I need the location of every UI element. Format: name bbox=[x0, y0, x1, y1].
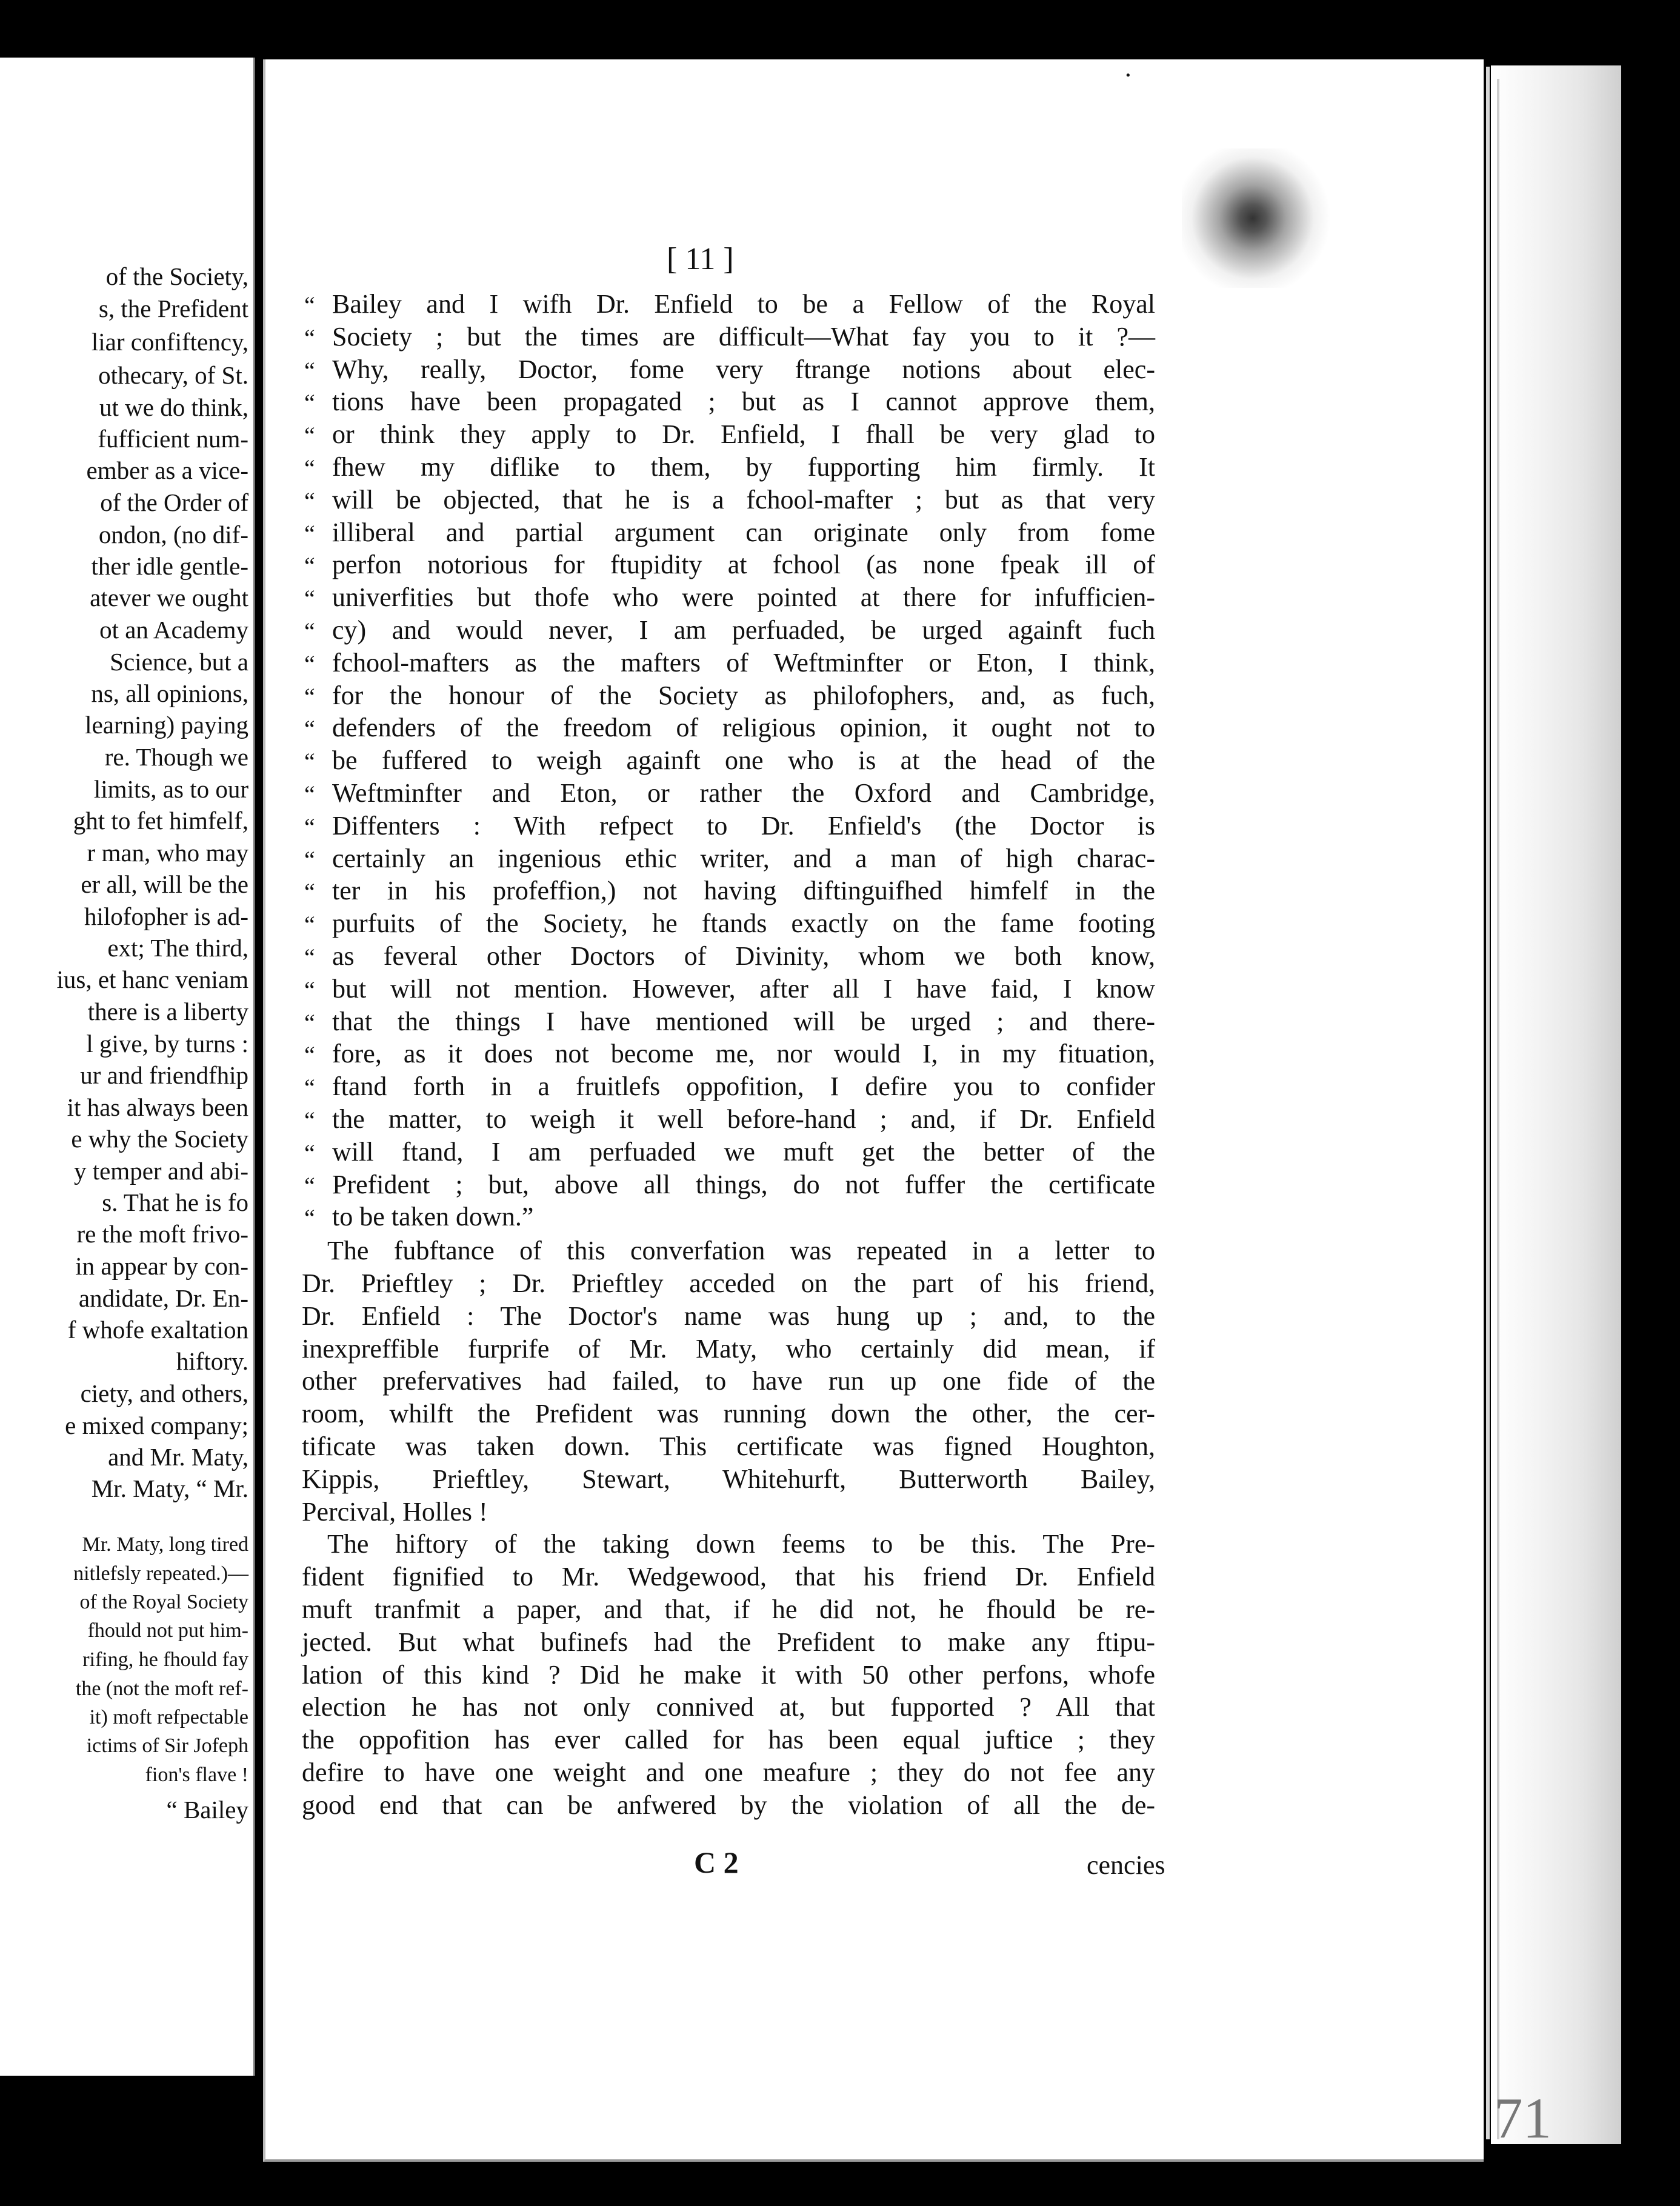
text-line: but will not mention. However, after all I have faid, I know bbox=[332, 974, 1155, 1004]
margin-text-line: ght to fet himfelf, bbox=[73, 807, 248, 835]
quote-mark: “ bbox=[304, 1172, 315, 1199]
margin-text-line: er all, will be the bbox=[81, 870, 248, 898]
text-line: Dr. Enfield : The Doctor's name was hung up ; and, to the bbox=[302, 1301, 1155, 1331]
footnote-line: Mr. Maty, long tired bbox=[82, 1533, 248, 1556]
quote-mark: “ bbox=[304, 911, 315, 938]
previous-page-fragment bbox=[0, 58, 255, 2076]
text-line: or think they apply to Dr. Enfield, I fhall be very glad to bbox=[332, 419, 1155, 449]
text-line: will be objected, that he is a fchool-mafter ; but as that very bbox=[332, 485, 1155, 515]
margin-text-line: l give, by turns : bbox=[86, 1030, 248, 1058]
quote-mark: “ bbox=[304, 650, 315, 678]
text-line: muft tranfmit a paper, and that, if he did not, he fhould be re- bbox=[302, 1595, 1155, 1624]
quote-mark: “ bbox=[304, 1204, 315, 1231]
text-line: Bailey and I wifh Dr. Enfield to be a Fellow of the Royal bbox=[332, 289, 1155, 319]
margin-text-line: hilofopher is ad- bbox=[84, 902, 248, 930]
text-line: the matter, to weigh it well before-hand ; and, if Dr. Enfield bbox=[332, 1104, 1155, 1134]
text-line: cy) and would never, I am perfuaded, be urged againft fuch bbox=[332, 615, 1155, 645]
margin-text-line: e why the Society bbox=[71, 1125, 248, 1153]
text-line: to be taken down.” bbox=[332, 1202, 534, 1231]
text-line: Prefident ; but, above all things, do not fuffer the certificate bbox=[332, 1170, 1155, 1199]
footnote-line: rifing, he fhould fay bbox=[82, 1648, 248, 1671]
margin-text-line: and Mr. Maty, bbox=[108, 1443, 248, 1471]
text-line: will ftand, I am perfuaded we muft get the better of the bbox=[332, 1137, 1155, 1167]
text-line: illiberal and partial argument can originate only from fome bbox=[332, 518, 1155, 547]
quote-mark: “ bbox=[304, 389, 315, 416]
margin-text-line: andidate, Dr. En- bbox=[78, 1284, 248, 1312]
margin-text-line: e mixed company; bbox=[65, 1411, 248, 1439]
margin-text-line: fufficient num- bbox=[98, 425, 248, 453]
text-line: Diffenters : With refpect to Dr. Enfield's (the Doctor is bbox=[332, 811, 1155, 841]
margin-text-line: ondon, (no dif- bbox=[98, 521, 248, 548]
margin-text-line: ius, et hanc veniam bbox=[56, 965, 248, 993]
page-number: [ 11 ] bbox=[667, 242, 734, 276]
quote-mark: “ bbox=[304, 813, 315, 841]
margin-text-line: atever we ought bbox=[90, 584, 248, 611]
text-line: inexpreffible furprife of Mr. Maty, who certainly did mean, if bbox=[302, 1334, 1155, 1364]
text-line: for the honour of the Society as philofophers, and, as fuch, bbox=[332, 681, 1155, 710]
edge-page-number: 71 bbox=[1494, 2086, 1552, 2150]
footnote-line: the (not the moft ref- bbox=[75, 1678, 248, 1700]
quote-mark: “ bbox=[304, 618, 315, 645]
margin-text-line: in appear by con- bbox=[75, 1252, 248, 1280]
quote-mark: “ bbox=[304, 1041, 315, 1068]
text-line: fident fignified to Mr. Wedgewood, that his friend Dr. Enfield bbox=[302, 1562, 1155, 1591]
text-line: fhew my diflike to them, by fupporting him firmly. It bbox=[332, 452, 1155, 482]
quote-mark: “ bbox=[304, 487, 315, 515]
text-line: the oppofition has ever called for has been equal juftice ; they bbox=[302, 1725, 1155, 1754]
text-line: Dr. Prieftley ; Dr. Prieftley acceded on the part of his friend, bbox=[302, 1268, 1155, 1298]
catchword: cencies bbox=[1087, 1850, 1165, 1880]
text-line: jected. But what bufinefs had the Prefident to make any ftipu- bbox=[302, 1627, 1155, 1657]
text-line: room, whilft the Prefident was running down the other, the cer- bbox=[302, 1399, 1155, 1428]
margin-text-line: ext; The third, bbox=[107, 934, 248, 962]
text-line: as feveral other Doctors of Divinity, whom we both know, bbox=[332, 941, 1155, 971]
text-line: fchool-mafters as the mafters of Weftminfter or Eton, I think, bbox=[332, 648, 1155, 678]
quote-mark: “ bbox=[304, 292, 315, 319]
margin-text-line: re. Though we bbox=[104, 743, 248, 771]
margin-text-line: f whofe exaltation bbox=[67, 1316, 248, 1344]
margin-text-line: ns, all opinions, bbox=[91, 679, 248, 707]
footnote-line: of the Royal Society bbox=[79, 1591, 248, 1613]
margin-text-line: ot an Academy bbox=[99, 616, 248, 644]
text-line: be fuffered to weigh againft one who is at the head of the bbox=[332, 745, 1155, 775]
text-line: ftand forth in a fruitlefs oppofition, I defire you to confider bbox=[332, 1071, 1155, 1101]
text-line: lation of this kind ? Did he make it with 50 other perfons, whofe bbox=[302, 1660, 1155, 1690]
ink-mark: · bbox=[1124, 62, 1132, 90]
text-line: that the things I have mentioned will be urged ; and there- bbox=[332, 1007, 1155, 1036]
footnote-line: nitlefsly repeated.)— bbox=[73, 1562, 248, 1585]
text-line: Why, really, Doctor, fome very ftrange notions about elec- bbox=[332, 355, 1155, 384]
margin-text-line: Mr. Maty, “ Mr. bbox=[91, 1475, 248, 1502]
footnote-line: ictims of Sir Jofeph bbox=[86, 1734, 248, 1757]
text-line: election he has not only connived at, but fupported ? All that bbox=[302, 1692, 1155, 1722]
margin-text-line: liar confiftency, bbox=[91, 328, 248, 356]
quote-mark: “ bbox=[304, 878, 315, 905]
quote-mark: “ bbox=[304, 944, 315, 971]
margin-text-line: hiftory. bbox=[176, 1347, 248, 1375]
quote-mark: “ bbox=[304, 324, 315, 352]
quote-mark: “ bbox=[304, 683, 315, 710]
quote-mark: “ bbox=[304, 455, 315, 482]
quote-mark: “ bbox=[304, 1139, 315, 1167]
margin-text-line: ember as a vice- bbox=[86, 456, 248, 484]
text-line: ter in his profeffion,) not having diftinguifhed himfelf in the bbox=[332, 876, 1155, 905]
margin-text-line: s, the Prefident bbox=[98, 295, 248, 322]
footnote-line: fion's flave ! bbox=[145, 1764, 248, 1786]
text-line: tificate was taken down. This certificate was figned Houghton, bbox=[302, 1431, 1155, 1461]
margin-text-line: ciety, and others, bbox=[80, 1379, 248, 1407]
margin-text-line: ur and friendfhip bbox=[80, 1061, 248, 1089]
text-line: good end that can be anfwered by the violation of all the de- bbox=[302, 1790, 1155, 1820]
margin-text-line: learning) paying bbox=[85, 711, 248, 739]
text-line: univerfities but thofe who were pointed at there for infufficien- bbox=[332, 582, 1155, 612]
text-line: purfuits of the Society, he ftands exactly on the fame footing bbox=[332, 908, 1155, 938]
quote-mark: “ bbox=[304, 976, 315, 1004]
page-edge bbox=[1486, 67, 1490, 2139]
text-line: perfon notorious for ftupidity at fchool (as none fpeak ill of bbox=[332, 550, 1155, 579]
quote-mark: “ bbox=[304, 846, 315, 873]
text-line: Percival, Holles ! bbox=[302, 1497, 488, 1527]
text-line: other prefervatives had failed, to have run up one fide of the bbox=[302, 1366, 1155, 1396]
signature-mark: C 2 bbox=[694, 1845, 739, 1879]
margin-text-line: of the Society, bbox=[105, 262, 248, 290]
margin-text-line: ther idle gentle- bbox=[91, 552, 248, 580]
margin-text-line: Science, but a bbox=[110, 648, 248, 676]
text-line: defire to have one weight and one meafure ; they do not fee any bbox=[302, 1758, 1155, 1787]
footnote-line: fhould not put him- bbox=[87, 1619, 248, 1642]
quote-mark: “ bbox=[304, 585, 315, 612]
text-line: tions have been propagated ; but as I cannot approve them, bbox=[332, 387, 1155, 416]
margin-text-line: ut we do think, bbox=[99, 393, 248, 421]
margin-text-line: r man, who may bbox=[87, 839, 248, 867]
margin-text-line: y temper and abi- bbox=[73, 1157, 248, 1185]
page-edge-strip bbox=[1491, 65, 1621, 2144]
quote-mark: “ bbox=[304, 520, 315, 547]
margin-text-line: of the Order of bbox=[100, 488, 248, 516]
text-line: certainly an ingenious ethic writer, and a man of high charac- bbox=[332, 844, 1155, 873]
quote-mark: “ bbox=[304, 357, 315, 384]
quote-mark: “ bbox=[304, 422, 315, 449]
text-line: Society ; but the times are difficult—What fay you to it ?— bbox=[332, 322, 1155, 352]
quote-mark: “ bbox=[304, 748, 315, 775]
text-line: The hiftory of the taking down feems to be this. The Pre- bbox=[327, 1529, 1155, 1559]
margin-text-line: s. That he is fo bbox=[102, 1188, 248, 1216]
text-line: defenders of the freedom of religious opinion, it ought not to bbox=[332, 713, 1155, 742]
text-line: Weftminfter and Eton, or rather the Oxford and Cambridge, bbox=[332, 778, 1155, 808]
quote-mark: “ bbox=[304, 1107, 315, 1134]
quote-mark: “ bbox=[304, 1009, 315, 1036]
page-edge bbox=[1497, 79, 1499, 2139]
quote-mark: “ bbox=[304, 552, 315, 579]
ink-smudge bbox=[1182, 148, 1339, 288]
margin-text-line: othecary, of St. bbox=[98, 361, 248, 389]
footnote-line: it) moft refpectable bbox=[89, 1706, 248, 1728]
margin-text-line: there is a liberty bbox=[87, 998, 248, 1025]
margin-text-line: re the moft frivo- bbox=[76, 1220, 248, 1248]
text-line: Kippis, Prieftley, Stewart, Whitehurft, Butterworth Bailey, bbox=[302, 1464, 1155, 1494]
margin-text-line: it has always been bbox=[67, 1093, 248, 1121]
left-catchword: “ Bailey bbox=[166, 1796, 248, 1824]
quote-mark: “ bbox=[304, 1074, 315, 1101]
text-line: The fubftance of this converfation was repeated in a letter to bbox=[327, 1236, 1155, 1265]
margin-text-line: limits, as to our bbox=[93, 775, 248, 803]
text-line: fore, as it does not become me, nor would I, in my fituation, bbox=[332, 1039, 1155, 1068]
quote-mark: “ bbox=[304, 781, 315, 808]
quote-mark: “ bbox=[304, 715, 315, 742]
